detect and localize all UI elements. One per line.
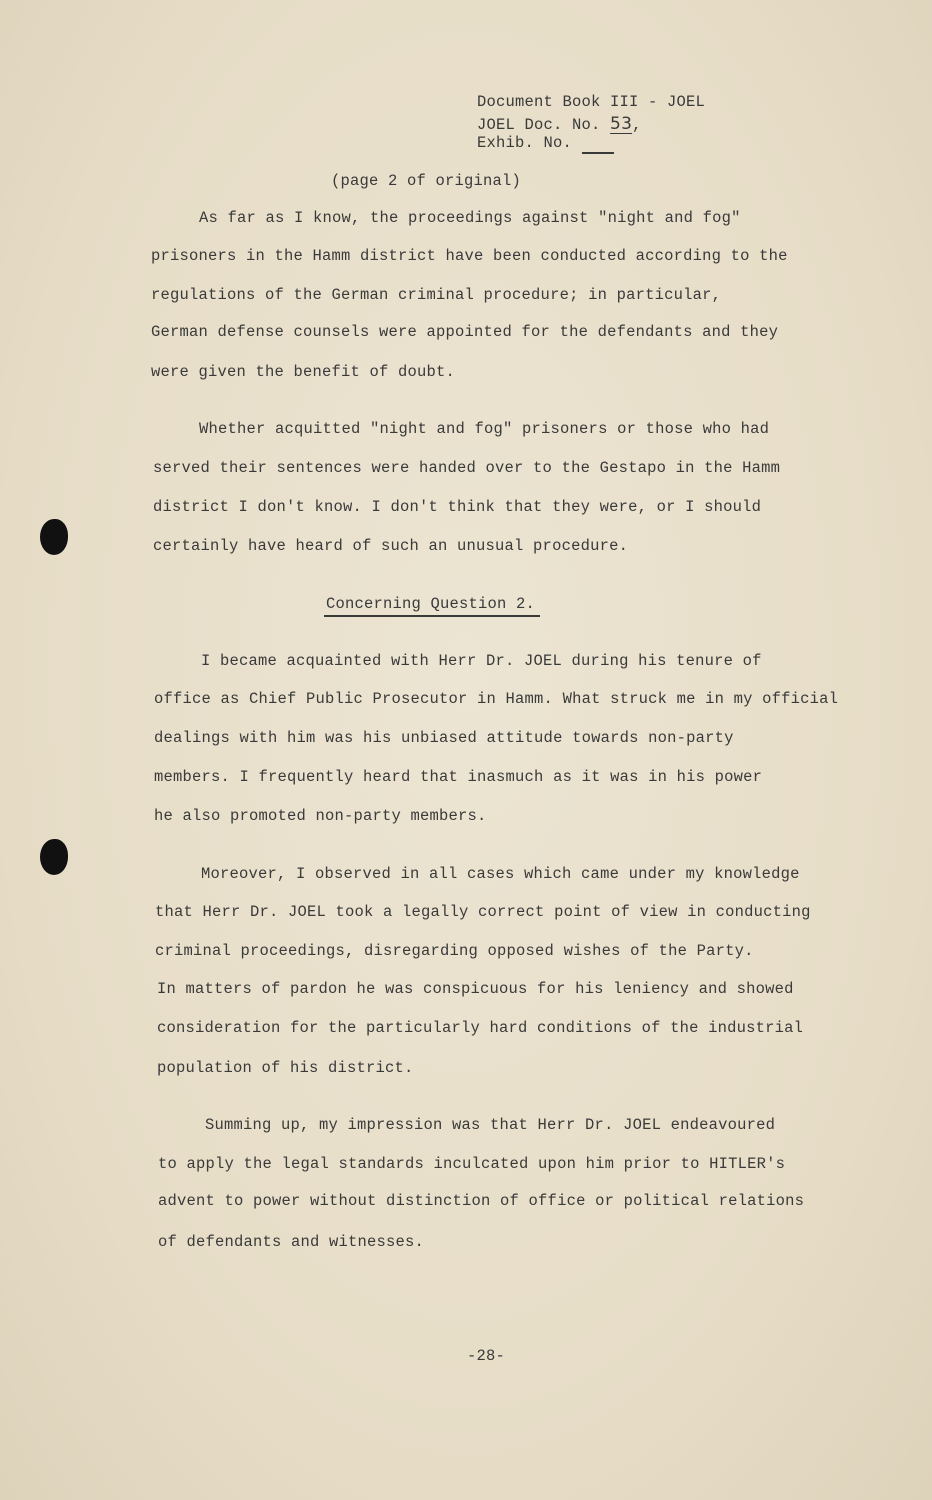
page-note: (page 2 of original) xyxy=(331,172,522,190)
header-doc-number-line xyxy=(477,115,642,134)
paragraph5-line3: advent to power without distinction of office or political relations xyxy=(158,1192,805,1210)
paragraph3-line4: members. I frequently heard that inasmuch as it was in his power xyxy=(154,768,763,786)
punch-hole-lower xyxy=(40,839,68,875)
paragraph3-line2: office as Chief Public Prosecutor in Hamm. What struck me in my official xyxy=(154,690,839,708)
header-book-title: Document Book III - JOEL xyxy=(477,93,706,111)
paragraph5-line4: of defendants and witnesses. xyxy=(158,1233,425,1251)
paragraph5-line1: Summing up, my impression was that Herr Dr. JOEL endeavoured xyxy=(205,1116,776,1134)
paragraph4-line6: population of his district. xyxy=(157,1059,414,1077)
paragraph1-line2: prisoners in the Hamm district have been conducted according to the xyxy=(151,247,788,265)
paragraph2-line3: district I don't know. I don't think that they were, or I should xyxy=(153,498,762,516)
paragraph3-line1: I became acquainted with Herr Dr. JOEL during his tenure of xyxy=(201,652,762,670)
paragraph1-line5: were given the benefit of doubt. xyxy=(151,363,456,381)
paragraph1-line4: German defense counsels were appointed for the defendants and they xyxy=(151,323,779,341)
paragraph3-line5: he also promoted non-party members. xyxy=(154,807,487,825)
paragraph4-line1: Moreover, I observed in all cases which came under my knowledge xyxy=(201,865,800,883)
paragraph5-line2: to apply the legal standards inculcated upon him prior to HITLER's xyxy=(158,1155,786,1173)
exhibit-number-blank xyxy=(582,152,614,154)
paragraph4-line2: that Herr Dr. JOEL took a legally correct point of view in conducting xyxy=(155,903,811,921)
paragraph2-line4: certainly have heard of such an unusual procedure. xyxy=(153,537,629,555)
section-heading: Concerning Question 2. xyxy=(326,595,536,613)
paragraph2-line2: served their sentences were handed over to the Gestapo in the Hamm xyxy=(153,459,781,477)
punch-hole-upper xyxy=(40,519,68,555)
paragraph2-line1: Whether acquitted "night and fog" prisoners or those who had xyxy=(199,420,770,438)
page-number: -28- xyxy=(467,1347,506,1365)
paragraph3-line3: dealings with him was his unbiased attitude towards non-party xyxy=(154,729,734,747)
paragraph1-line3: regulations of the German criminal procedure; in particular, xyxy=(151,286,722,304)
header-doc-prefix: JOEL Doc. No. xyxy=(477,116,601,134)
paragraph4-line5: consideration for the particularly hard conditions of the industrial xyxy=(157,1019,804,1037)
paragraph4-line4: In matters of pardon he was conspicuous for his leniency and showed xyxy=(157,980,794,998)
paragraph4-line3: criminal proceedings, disregarding opposed wishes of the Party. xyxy=(155,942,754,960)
header-doc-number: 53 xyxy=(610,114,633,134)
section-heading-underline xyxy=(324,615,540,617)
header-doc-suffix: , xyxy=(632,116,642,134)
paragraph1-line1: As far as I know, the proceedings against "night and fog" xyxy=(199,209,741,227)
header-exhibit-line: Exhib. No. xyxy=(477,134,573,152)
